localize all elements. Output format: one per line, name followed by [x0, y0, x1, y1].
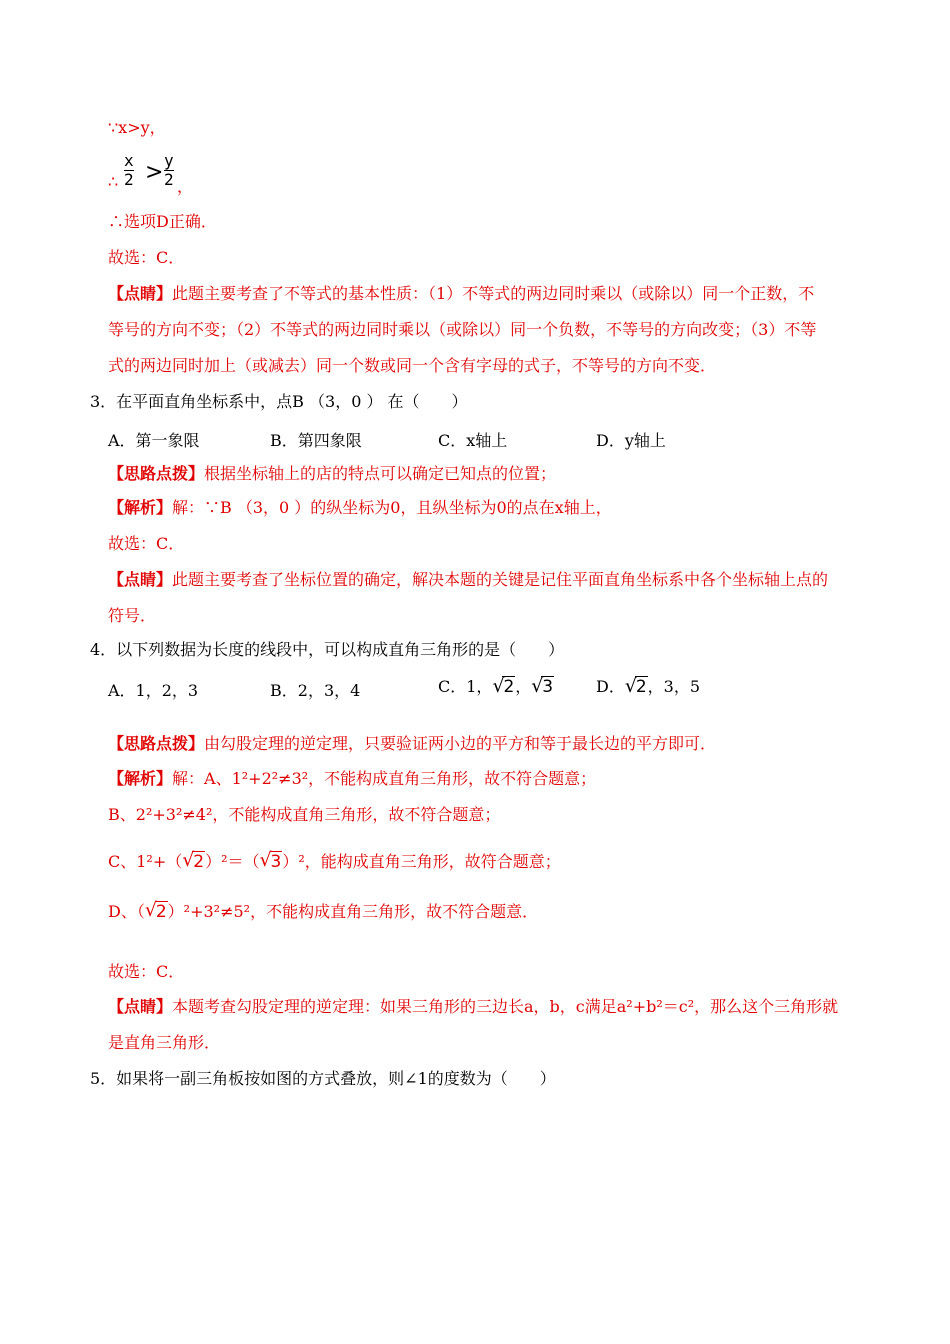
dianjing-tag: 【点睛】 — [108, 570, 173, 589]
greater-than: > — [145, 160, 164, 185]
sqrt-2: √ 2 — [182, 849, 205, 872]
sqrt-3: √ 3 — [259, 849, 282, 872]
q4-jiexi-line: 【解析】解：A、1²+2²≠3²，不能构成直角三角形，故不符合题意； — [108, 769, 597, 788]
fraction-tail: ， — [177, 177, 194, 196]
dianjing-line-3: 式的两边同时加上（或减去）同一个数或同一个含有字母的式子，不等号的方向不变． — [108, 356, 717, 375]
q3-option-a: A．第一象限 — [108, 431, 200, 450]
question-4-stem: 4．以下列数据为长度的线段中，可以构成直角三角形的是（ ） — [90, 640, 565, 659]
fraction-x-over-2: x 2 — [124, 151, 134, 189]
sqrt-2: √ 2 — [492, 675, 515, 697]
dianjing-tag: 【点睛】 — [108, 284, 173, 303]
reasoning-line: ∵x>y， — [108, 118, 166, 137]
dianjing-line-1: 【点睛】此题主要考查了不等式的基本性质：（1）不等式的两边同时乘以（或除以）同一个正数，不 — [108, 284, 815, 303]
q4-line-b: B、2²+3²≠4²，不能构成直角三角形，故不符合题意； — [108, 805, 501, 824]
sqrt-2: √ 2 — [144, 899, 167, 922]
conclusion-line: ∴选项D正确． — [108, 212, 217, 231]
fraction-y-over-2: y 2 — [164, 151, 174, 189]
q4-answer: 故选：C． — [108, 962, 185, 981]
q3-option-c: C．x轴上 — [438, 431, 508, 450]
q3-answer: 故选：C． — [108, 534, 185, 553]
q3-jiexi-line: 【解析】解：∵B （3，0 ）的纵坐标为0，且纵坐标为0的点在x轴上， — [108, 498, 612, 517]
q3-option-d: D．y轴上 — [596, 431, 666, 450]
sqrt-3: √ 3 — [531, 675, 554, 697]
question-5-stem: 5．如果将一副三角板按如图的方式叠放，则∠1的度数为（ ） — [90, 1069, 556, 1088]
dianjing-line-2: 等号的方向不变；（2）不等式的两边同时乘以（或除以）同一个负数，不等号的方向改变；（3）不等 — [108, 320, 817, 339]
q3-dianjing-line-2: 符号． — [108, 606, 157, 625]
sqrt-2: √ 2 — [624, 675, 647, 697]
q4-silu-line: 【思路点拨】由勾股定理的逆定理，只要验证两小边的平方和等于最长边的平方即可． — [108, 734, 717, 753]
q3-silu-line: 【思路点拨】根据坐标轴上的店的特点可以确定已知点的位置； — [108, 464, 557, 483]
q4-option-c: C．1， √ 2， √ 3 — [438, 675, 554, 697]
q4-dianjing-line-1: 【点睛】本题考查勾股定理的逆定理：如果三角形的三边长a，b，c满足a²+b²＝c²，那么这个三角形就 — [108, 997, 839, 1016]
fraction-line — [108, 172, 118, 192]
therefore-symbol: ∴ — [108, 172, 119, 191]
question-3-stem: 3．在平面直角坐标系中，点B （3，0 ） 在（ ） — [90, 392, 468, 411]
q3-dianjing-line-1: 【点睛】此题主要考查了坐标位置的确定，解决本题的关键是记住平面直角坐标系中各个坐标轴上点的 — [108, 570, 829, 589]
q3-option-b: B．第四象限 — [270, 431, 362, 450]
answer-line: 故选：C． — [108, 248, 185, 267]
q4-line-d: D、（ √ 2）²+3²≠5²，不能构成直角三角形，故不符合题意． — [108, 899, 539, 922]
silu-tag: 【思路点拨】 — [108, 464, 205, 483]
q4-option-b: B．2，3，4 — [270, 681, 361, 700]
dianjing-tag: 【点睛】 — [108, 997, 173, 1016]
q4-dianjing-line-2: 是直角三角形． — [108, 1033, 221, 1052]
q4-line-c: C、1²+（ √ 2）²＝（ √ 3）²，能构成直角三角形，故符合题意； — [108, 849, 561, 872]
q4-option-d: D． √ 2，3，5 — [596, 675, 701, 697]
jiexi-tag: 【解析】 — [108, 498, 173, 517]
silu-tag: 【思路点拨】 — [108, 734, 205, 753]
jiexi-tag: 【解析】 — [108, 769, 173, 788]
q4-option-a: A．1，2，3 — [108, 681, 199, 700]
